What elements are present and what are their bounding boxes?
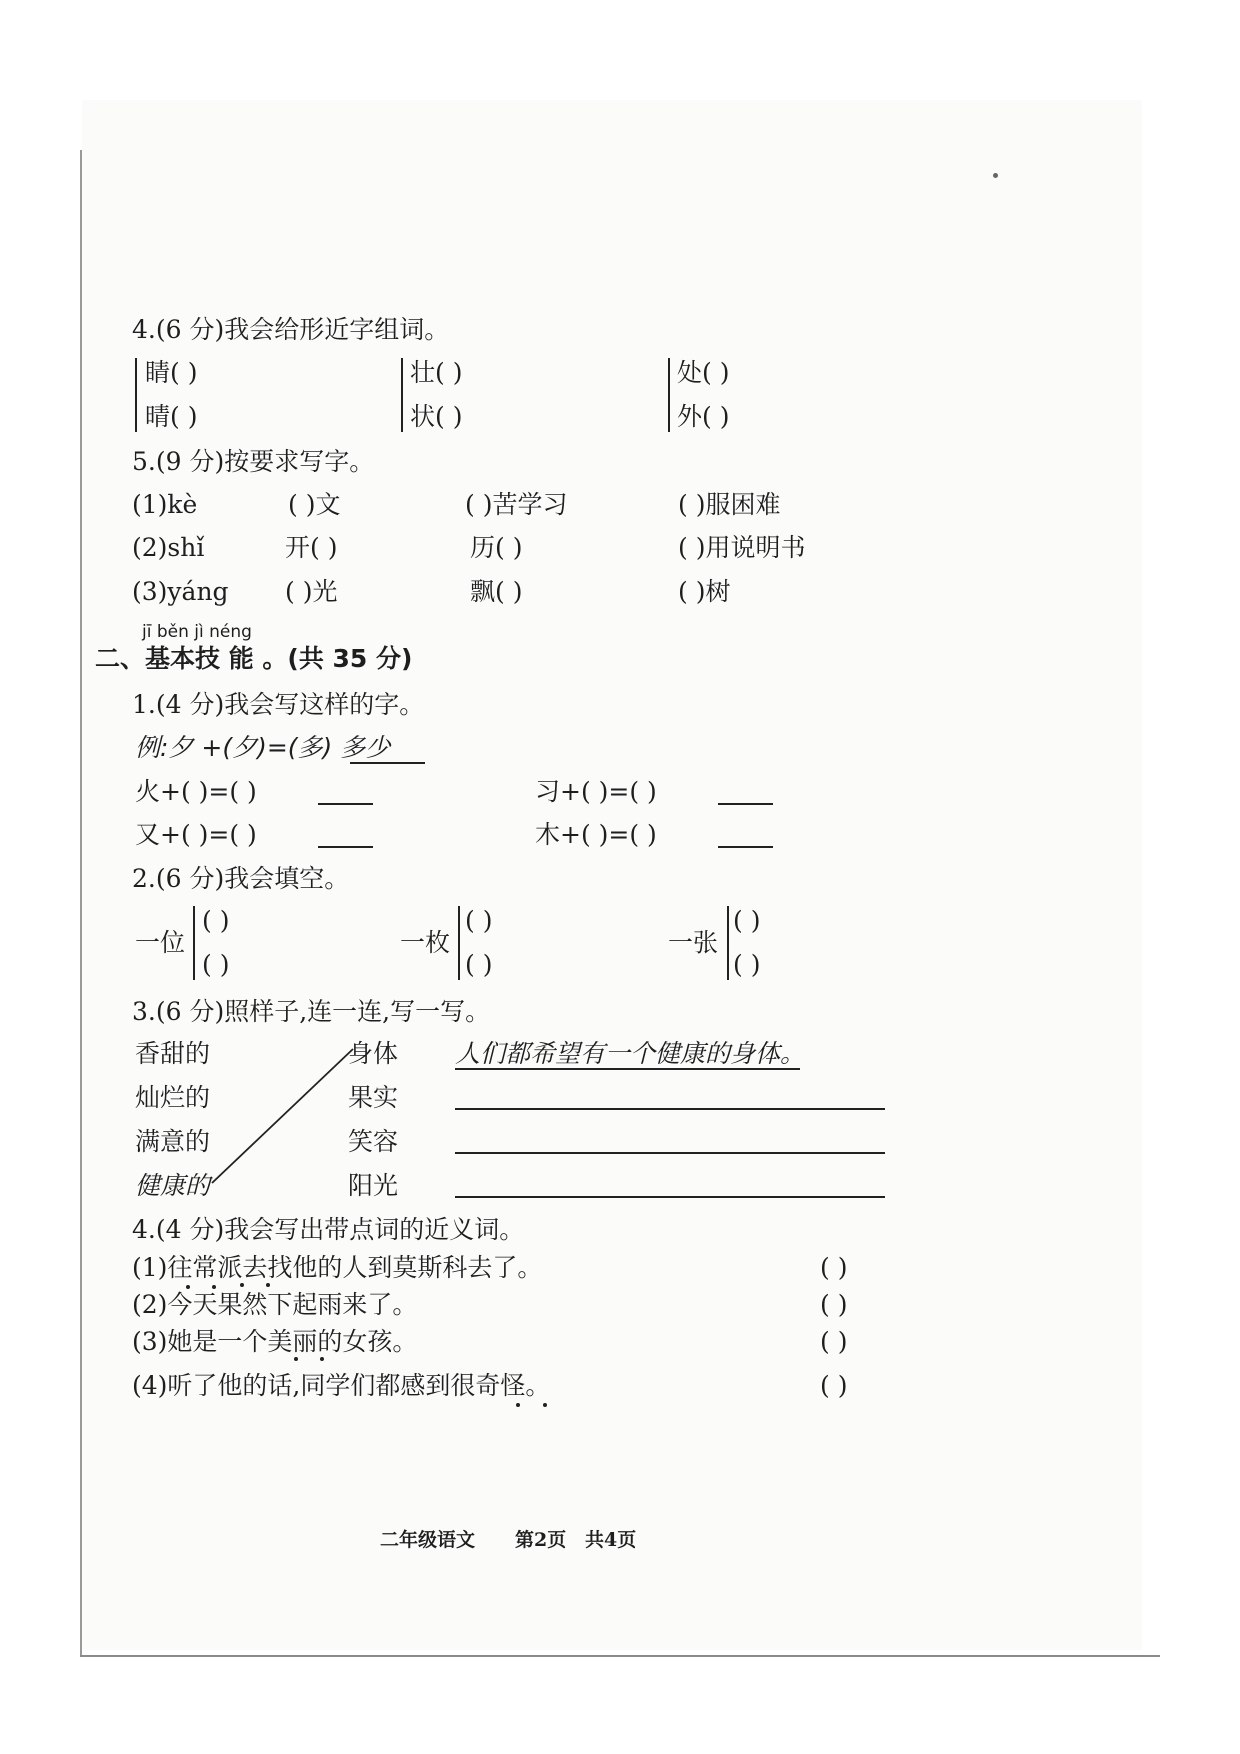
answer-blank: ( ) [820,1253,848,1282]
question-3-title: 3.(6 分)照样子,连一连,写一写。 [132,997,491,1026]
sentence-line [455,1152,885,1154]
measure-word: 一位 [135,928,186,957]
measure-word: 一枚 [400,928,451,957]
footer-subject: 二年级语文 [380,1529,476,1551]
sentence-line [455,1068,800,1070]
noun-item: 身体 [348,1039,399,1068]
word-blank: 开( ) [285,533,338,562]
adjective-item: 满意的 [135,1127,211,1156]
word-blank: 飘( ) [470,577,523,606]
word-blank: ( )苦学习 [465,490,568,519]
char-blank: 处( ) [677,358,730,387]
pinyin-prompt: (1)kè [132,490,198,519]
footer-total: 共4页 [585,1529,637,1551]
char-equation: 火+( )=( ) [135,777,257,806]
example-line: 例:夕 +(夕)=(多) 多少 [135,733,391,762]
answer-blank: ( ) [820,1371,848,1400]
word-blank: ( )用说明书 [678,533,806,562]
section-heading: 二、基本技 能 。(共 35 分) [95,644,413,673]
char-blank: 壮( ) [410,358,463,387]
sentence-line [455,1108,885,1110]
question-5-title: 5.(9 分)按要求写字。 [132,447,375,476]
sentence-item: (3)她是一个美丽的女孩。 [132,1327,418,1356]
example-sentence: 人们都希望有一个健康的身体。 [455,1039,806,1068]
emphasis-dot [294,1357,298,1361]
adjective-item: 香甜的 [135,1039,211,1068]
answer-blank: ( ) [820,1290,848,1319]
emphasis-dot [320,1357,324,1361]
char-blank: 晴( ) [145,402,198,431]
emphasis-dot [240,1283,244,1287]
char-blank: 状( ) [410,402,463,431]
sentence-item: (4)听了他的话,同学们都感到很奇怪。 [132,1371,551,1400]
sentence-item: (2)今天果然下起雨来了。 [132,1290,418,1319]
char-equation: 木+( )=( ) [535,820,657,849]
word-blank: ( )光 [285,577,338,606]
answer-blank: ( ) [820,1327,848,1356]
fill-blank: ( ) [733,906,761,935]
question-4b-title: 4.(4 分)我会写出带点词的近义词。 [132,1215,525,1244]
emphasis-dot [266,1283,270,1287]
noun-item: 果实 [348,1083,399,1112]
emphasis-dot [212,1285,216,1289]
adjective-item: 健康的 [135,1171,211,1200]
noun-item: 笑容 [348,1127,399,1156]
question-4-title: 4.(6 分)我会给形近字组词。 [132,315,450,344]
word-blank: 历( ) [470,533,523,562]
emphasis-dot [516,1403,520,1407]
emphasis-dot [186,1285,190,1289]
question-1-title: 1.(4 分)我会写这样的字。 [132,690,425,719]
noun-item: 阳光 [348,1171,399,1200]
word-blank: ( )服困难 [678,490,781,519]
fill-blank: ( ) [733,950,761,979]
section-pinyin: jī běn jì néng [142,622,252,642]
word-blank: ( )文 [288,490,341,519]
fill-blank: ( ) [465,950,493,979]
char-equation: 习+( )=( ) [535,777,657,806]
char-blank: 睛( ) [145,358,198,387]
emphasis-dot [543,1403,547,1407]
char-blank: 外( ) [677,402,730,431]
question-2-title: 2.(6 分)我会填空。 [132,864,350,893]
fill-blank: ( ) [202,950,230,979]
sentence-line [455,1196,885,1198]
sentence-item: (1)往常派去找他的人到莫斯科去了。 [132,1253,543,1282]
measure-word: 一张 [668,928,719,957]
pinyin-prompt: (3)yáng [132,577,229,606]
fill-blank: ( ) [202,906,230,935]
pinyin-prompt: (2)shǐ [132,533,205,562]
char-equation: 又+( )=( ) [135,820,257,849]
adjective-item: 灿烂的 [135,1083,211,1112]
word-blank: ( )树 [678,577,731,606]
footer-page: 第2页 [515,1529,567,1551]
fill-blank: ( ) [465,906,493,935]
